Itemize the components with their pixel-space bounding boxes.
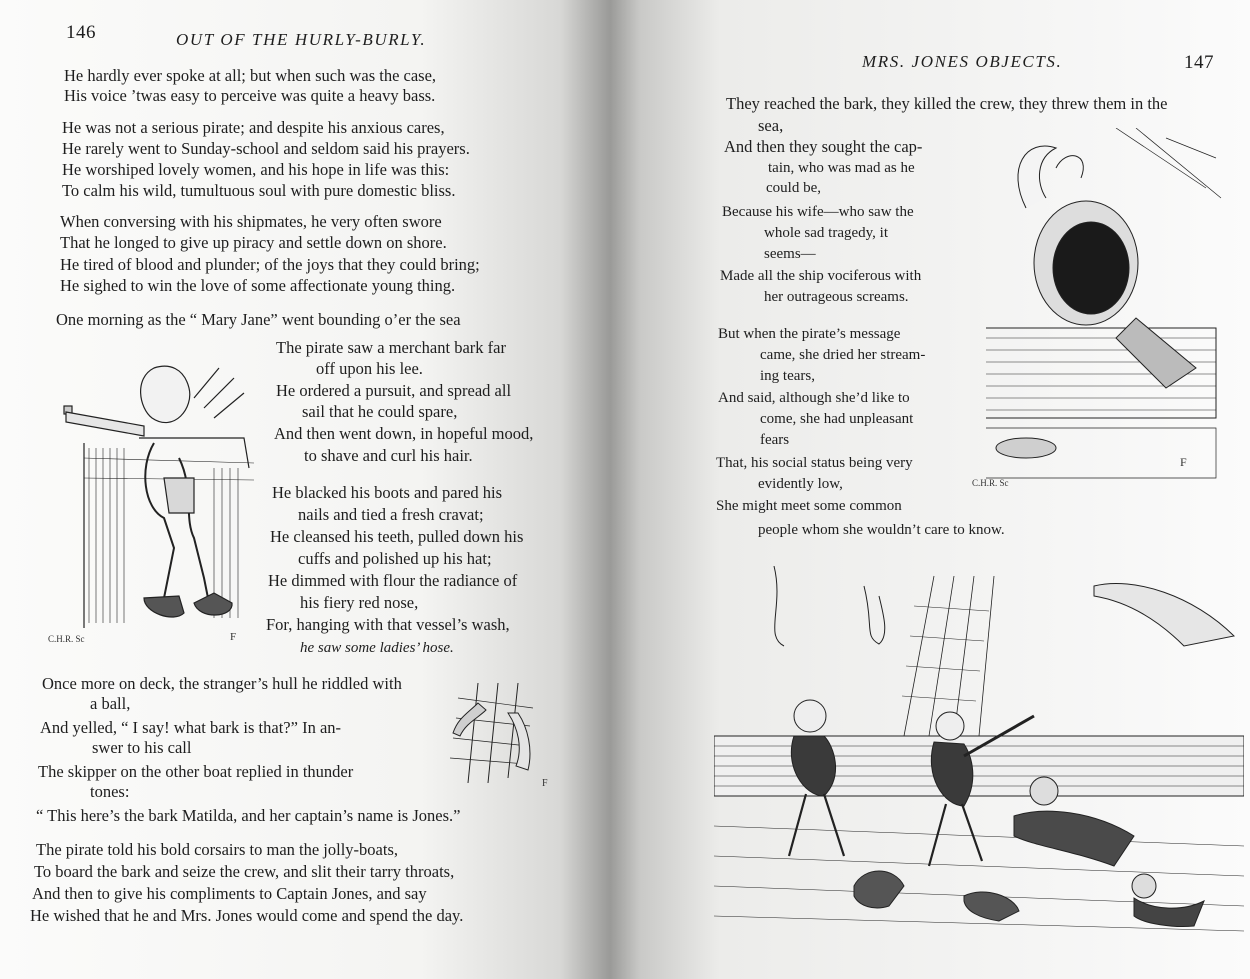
- page-number: 147: [1184, 52, 1214, 73]
- verse-line: The pirate saw a merchant bark far: [276, 338, 506, 357]
- verse-line: He hardly ever spoke at all; but when such was the case,: [64, 66, 437, 85]
- verse-line: sea,: [758, 116, 784, 135]
- pirate-telescope-illustration: [44, 348, 268, 644]
- verse-line: His voice ’twas easy to perceive was quite a heavy bass.: [64, 86, 436, 105]
- verse-line: And yelled, “ I say! what bark is that?” In an-: [40, 718, 342, 737]
- verse-line: “ This here’s the bark Matilda, and her captain’s name is Jones.”: [36, 806, 461, 825]
- verse-line: cuffs and polished up his hat;: [298, 549, 492, 568]
- illustration-signature: F: [230, 631, 237, 643]
- verse-line: He worshiped lovely women, and his hope in life was this:: [62, 160, 450, 179]
- verse-line: He cleansed his teeth, pulled down his: [270, 527, 524, 546]
- verse-line: evidently low,: [758, 476, 843, 492]
- verse-line: When conversing with his shipmates, he very often swore: [60, 212, 442, 231]
- illustration-signature: F: [1180, 455, 1187, 469]
- verse-line: They reached the bark, they killed the crew, they threw them in the: [726, 94, 1168, 113]
- verse-line: tones:: [90, 782, 130, 801]
- verse-line: And then to give his compliments to Captain Jones, and say: [32, 884, 427, 903]
- page-number: 146: [66, 22, 96, 43]
- verse-line: off upon his lee.: [316, 359, 423, 378]
- running-head: MRS. JONES OBJECTS.: [862, 52, 1063, 71]
- verse-line: He rarely went to Sunday-school and seldom said his prayers.: [62, 139, 470, 158]
- verse-line: He sighed to win the love of some affectionate young thing.: [60, 276, 456, 295]
- verse-line: swer to his call: [92, 738, 192, 757]
- verse-line: For, hanging with that vessel’s wash,: [266, 615, 510, 634]
- verse-line: He wished that he and Mrs. Jones would come and spend the day.: [30, 906, 464, 925]
- cannon-illustration: [966, 128, 1226, 490]
- right-page: [630, 0, 1250, 979]
- verse-line: That, his social status being very: [716, 455, 913, 471]
- verse-line: The skipper on the other boat replied in thunder: [38, 762, 354, 781]
- illustration-signature: C.H.R. Sc: [48, 634, 85, 644]
- left-page: [0, 0, 600, 979]
- verse-line: came, she dried her stream-: [760, 347, 926, 363]
- verse-line: seems—: [764, 246, 816, 262]
- verse-line: could be,: [766, 180, 821, 196]
- verse-line: ing tears,: [760, 368, 815, 384]
- verse-line: To board the bark and seize the crew, and slit their tarry throats,: [34, 862, 455, 881]
- verse-line: tain, who was mad as he: [768, 160, 915, 176]
- verse-line: his fiery red nose,: [300, 593, 419, 612]
- verse-line: nails and tied a fresh cravat;: [298, 505, 484, 524]
- verse-line: He tired of blood and plunder; of the joys that they could bring;: [60, 255, 480, 274]
- verse-line: fears: [760, 432, 790, 448]
- verse-line: he saw some ladies’ hose.: [300, 640, 454, 656]
- verse-line: come, she had unpleasant: [760, 411, 914, 427]
- verse-line: That he longed to give up piracy and settle down on shore.: [60, 233, 447, 252]
- verse-line: He was not a serious pirate; and despite his anxious cares,: [62, 118, 445, 137]
- verse-line: Made all the ship vociferous with: [720, 268, 922, 284]
- verse-line: And said, although she’d like to: [718, 390, 910, 406]
- verse-line: to shave and curl his hair.: [304, 446, 473, 465]
- verse-line: Because his wife—who saw the: [722, 204, 914, 220]
- verse-line: To calm his wild, tumultuous soul with pure domestic bliss.: [62, 181, 456, 200]
- verse-line: sail that he could spare,: [302, 402, 458, 421]
- illustration-signature: C.H.R. Sc: [972, 478, 1009, 488]
- verse-line: people whom she wouldn’t care to know.: [758, 522, 1005, 538]
- verse-line: her outrageous screams.: [764, 289, 909, 305]
- hanging-hose-illustration: [438, 678, 588, 790]
- verse-line: a ball,: [90, 694, 131, 713]
- verse-line: One morning as the “ Mary Jane” went bounding o’er the sea: [56, 310, 461, 329]
- verse-line: whole sad tragedy, it: [764, 225, 888, 241]
- verse-line: And then went down, in hopeful mood,: [274, 424, 534, 443]
- verse-line: And then they sought the cap-: [724, 137, 923, 156]
- running-head: OUT OF THE HURLY-BURLY.: [176, 30, 427, 49]
- verse-line: But when the pirate’s message: [718, 326, 901, 342]
- verse-line: The pirate told his bold corsairs to man the jolly-boats,: [36, 840, 399, 859]
- verse-line: He blacked his boots and pared his: [272, 483, 503, 502]
- verse-line: He dimmed with flour the radiance of: [268, 571, 518, 590]
- illustration-signature: F: [542, 778, 548, 789]
- verse-line: She might meet some common: [716, 498, 902, 514]
- verse-line: He ordered a pursuit, and spread all: [276, 381, 512, 400]
- deck-fight-illustration: [714, 566, 1244, 936]
- verse-line: Once more on deck, the stranger’s hull he riddled with: [42, 674, 402, 693]
